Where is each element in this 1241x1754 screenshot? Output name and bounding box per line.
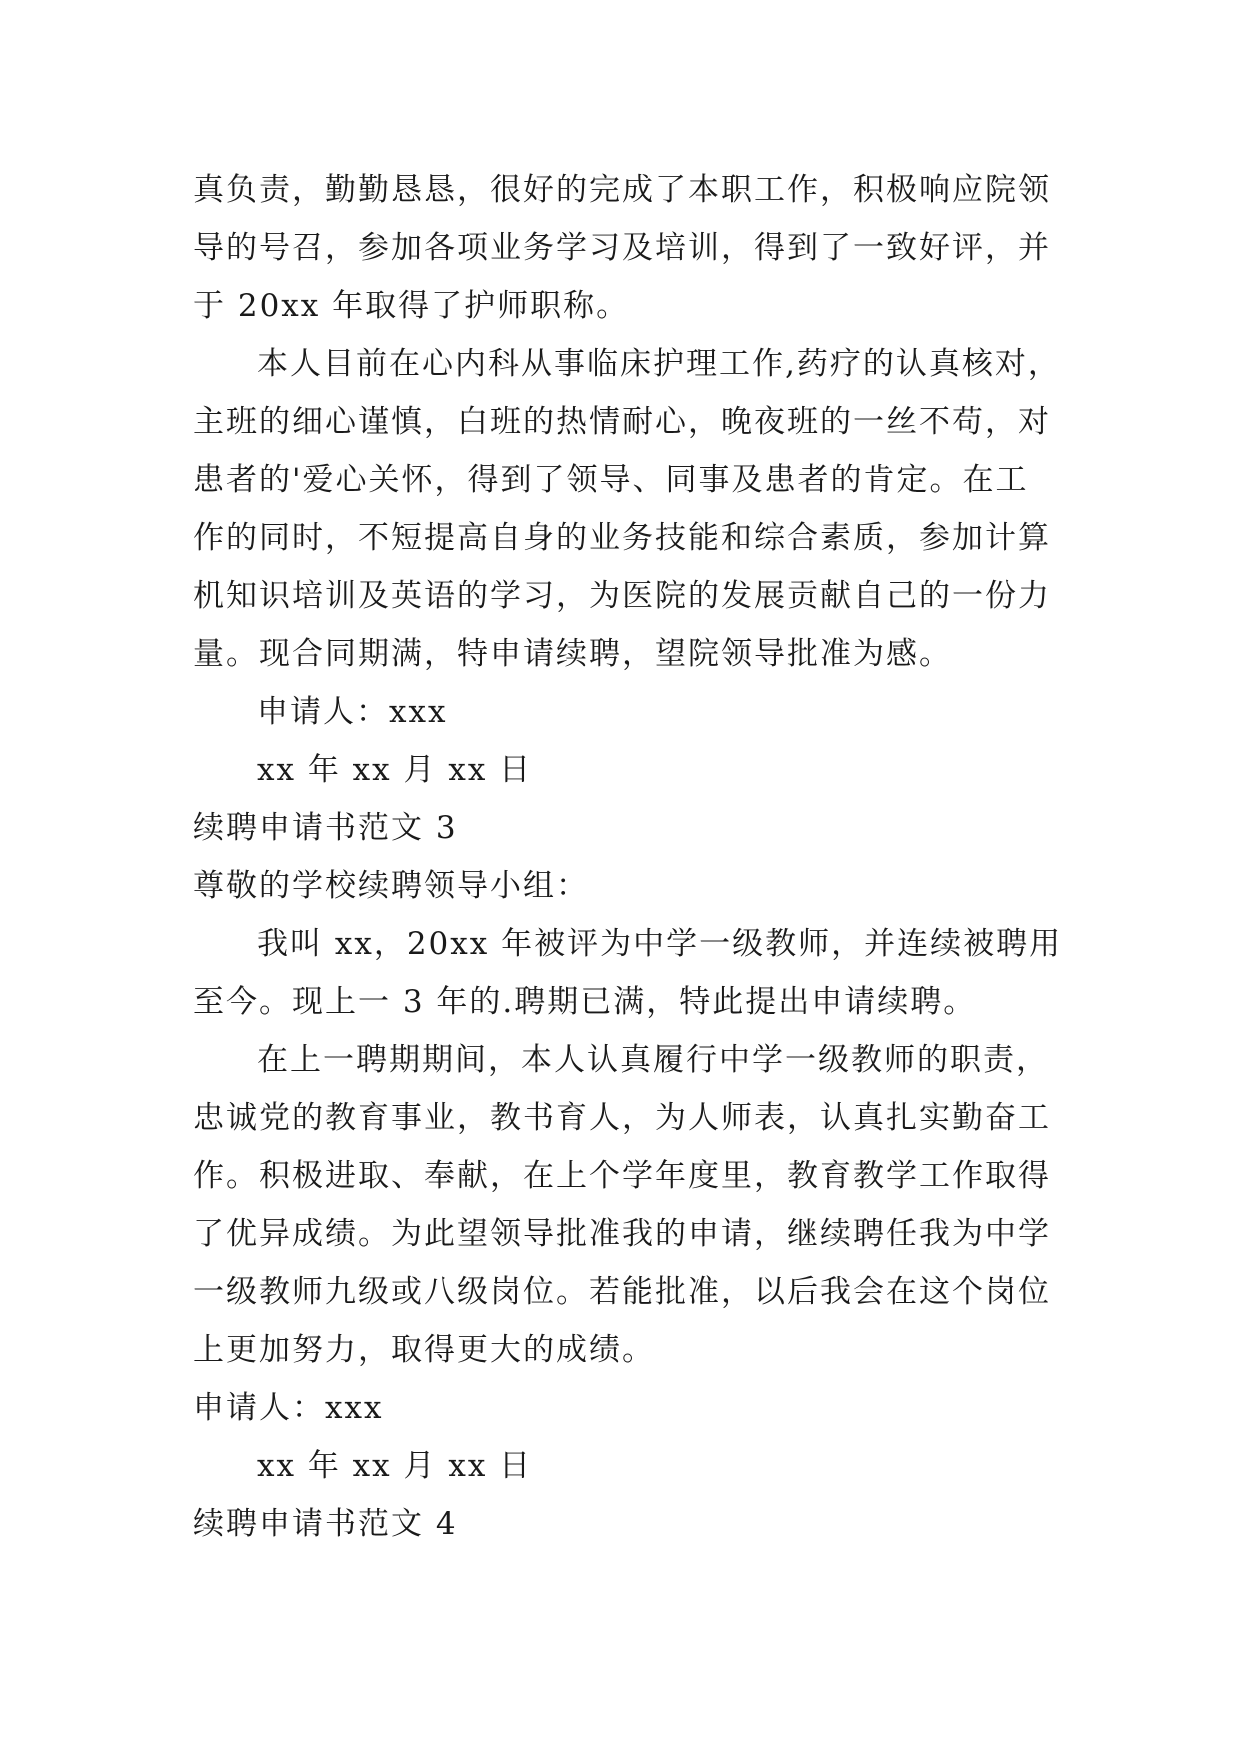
text-line: 真负责，勤勤恳恳，很好的完成了本职工作，积极响应院领: [193, 172, 1051, 208]
text-line: 续聘申请书范文 3: [193, 810, 458, 846]
text-line: 申请人：xxx: [193, 1390, 384, 1426]
text-line: 量。现合同期满，特申请续聘，望院领导批准为感。: [193, 636, 952, 672]
text-line: 尊敬的学校续聘领导小组：: [193, 868, 589, 904]
text-line: 作的同时，不短提高自身的业务技能和综合素质，参加计算: [193, 520, 1051, 556]
text-line: 本人目前在心内科从事临床护理工作,药疗的认真核对，: [257, 346, 1061, 382]
text-line: 忠诚党的教育事业，教书育人，为人师表，认真扎实勤奋工: [193, 1100, 1051, 1136]
text-line: 一级教师九级或八级岗位。若能批准，以后我会在这个岗位: [193, 1274, 1051, 1310]
text-line: xx 年 xx 月 xx 日: [257, 752, 533, 788]
text-line: 至今。现上一 3 年的.聘期已满，特此提出申请续聘。: [193, 984, 977, 1020]
text-line: 于 20xx 年取得了护师职称。: [193, 288, 630, 324]
text-line: 导的号召，参加各项业务学习及培训，得到了一致好评，并: [193, 230, 1051, 266]
text-line: 作。积极进取、奉献，在上个学年度里，教育教学工作取得: [193, 1158, 1051, 1194]
text-line: 机知识培训及英语的学习，为医院的发展贡献自己的一份力: [193, 578, 1051, 614]
text-line: 主班的细心谨慎，白班的热情耐心，晚夜班的一丝不苟，对: [193, 404, 1051, 440]
text-line: 申请人：xxx: [257, 694, 448, 730]
text-line: 患者的'爱心关怀，得到了领导、同事及患者的肯定。在工: [193, 462, 1029, 498]
text-line: 了优异成绩。为此望领导批准我的申请，继续聘任我为中学: [193, 1216, 1051, 1252]
text-line: 我叫 xx，20xx 年被评为中学一级教师，并连续被聘用: [257, 926, 1063, 962]
text-line: xx 年 xx 月 xx 日: [257, 1448, 533, 1484]
text-line: 上更加努力，取得更大的成绩。: [193, 1332, 655, 1368]
text-line: 续聘申请书范文 4: [193, 1506, 458, 1542]
document-body: [193, 161, 1063, 1553]
text-line: 在上一聘期期间，本人认真履行中学一级教师的职责，: [257, 1042, 1049, 1078]
